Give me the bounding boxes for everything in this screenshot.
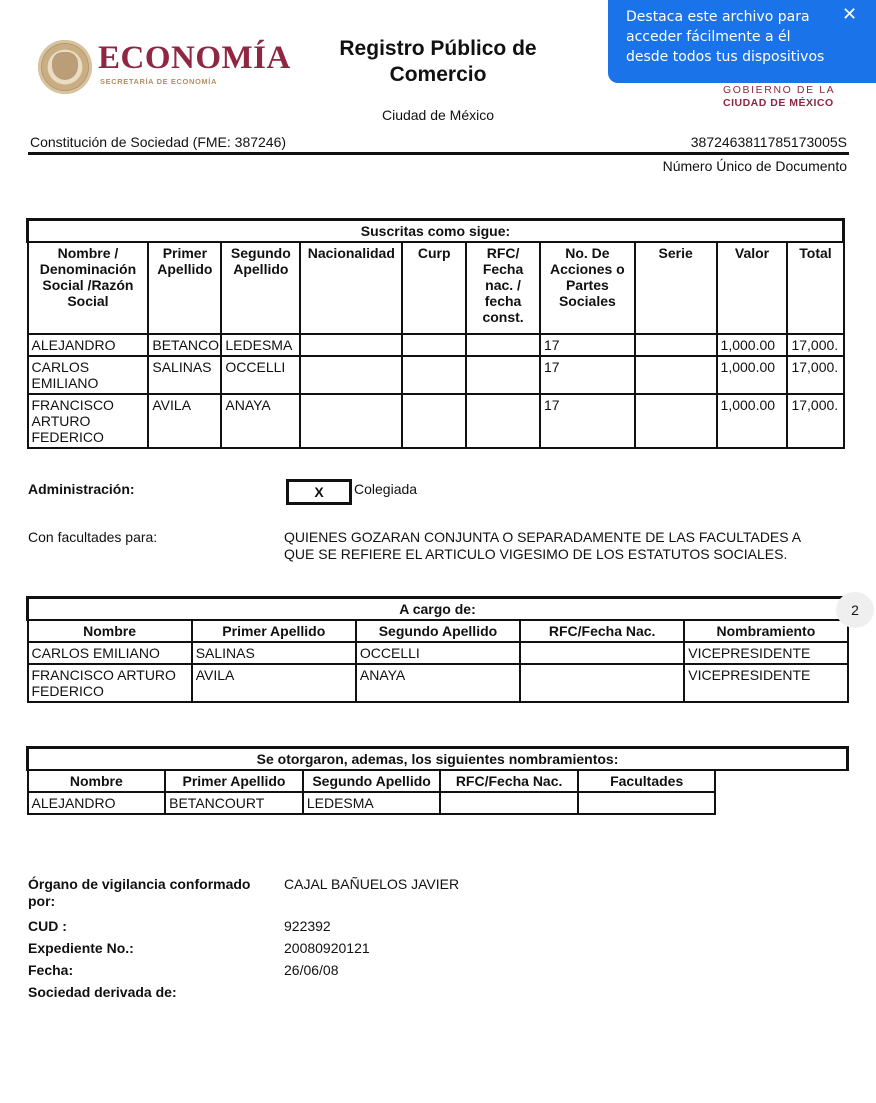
table-header: Nacionalidad <box>300 242 402 334</box>
page-number-badge[interactable]: 2 <box>836 592 874 628</box>
table-cell <box>402 356 466 394</box>
table-cell <box>402 334 466 356</box>
table-header: Segundo Apellido <box>356 620 520 642</box>
cud-value: 922392 <box>284 918 331 934</box>
document-title <box>300 36 576 88</box>
table-header: Facultades <box>578 770 716 792</box>
table-row <box>28 356 844 394</box>
table-row <box>28 334 844 356</box>
table-cell: LEDESMA <box>221 334 300 356</box>
close-icon[interactable]: ✕ <box>842 4 858 25</box>
table-header: Serie <box>635 242 717 334</box>
table-cell: 17 <box>540 394 635 448</box>
title-line-1: Registro Público de <box>339 37 537 60</box>
nombramientos-header-row <box>28 770 848 792</box>
divider <box>28 152 849 155</box>
table-cell: VICEPRESIDENTE <box>684 664 847 702</box>
table-row <box>28 664 848 702</box>
sociedad-derivada-label: Sociedad derivada de: <box>28 984 177 1000</box>
table-cell <box>466 356 540 394</box>
colegiada-checkbox: X <box>286 479 352 505</box>
table-row <box>28 792 848 814</box>
title-line-2: Comercio <box>389 63 487 86</box>
fecha-label: Fecha: <box>28 962 74 978</box>
table-header: Nombramiento <box>684 620 847 642</box>
suscritas-caption: Suscritas como sigue: <box>28 220 844 243</box>
brand-subtitle: SECRETARÍA DE ECONOMÍA <box>100 77 217 86</box>
table-header: Curp <box>402 242 466 334</box>
table-cell: ALEJANDRO <box>28 334 149 356</box>
expediente-label: Expediente No.: <box>28 940 134 956</box>
cargo-table <box>26 596 849 703</box>
cargo-header-row <box>28 620 848 642</box>
table-cell: OCCELLI <box>356 642 520 664</box>
cargo-caption: A cargo de: <box>28 598 848 621</box>
table-cell: BETANCO <box>148 334 221 356</box>
gov-logo-line-1: GOBIERNO DE LA <box>723 84 836 96</box>
table-cell: FRANCISCO ARTURO FEDERICO <box>28 394 149 448</box>
table-cell: 17,000. <box>787 394 843 448</box>
table-cell: 17,000. <box>787 334 843 356</box>
table-cell: SALINAS <box>192 642 356 664</box>
table-row <box>28 642 848 664</box>
brand-name: ECONOMÍA <box>98 40 291 76</box>
table-cell <box>300 394 402 448</box>
table-header: RFC/Fecha Nac. <box>520 620 684 642</box>
table-cell: 1,000.00 <box>717 356 788 394</box>
organo-value: CAJAL BAÑUELOS JAVIER <box>284 876 460 892</box>
economia-seal-logo <box>38 40 92 94</box>
document-number-label: Número Único de Documento <box>662 158 847 174</box>
table-cell: ANAYA <box>356 664 520 702</box>
table-header: Valor <box>717 242 788 334</box>
table-header: No. De Acciones o Partes Sociales <box>540 242 635 334</box>
table-cell: AVILA <box>192 664 356 702</box>
fecha-value: 26/06/08 <box>284 962 339 978</box>
table-header: Primer Apellido <box>148 242 221 334</box>
table-cell: CARLOS EMILIANO <box>28 356 149 394</box>
empty-cell <box>715 770 847 792</box>
expediente-value: 20080920121 <box>284 940 370 956</box>
nombramientos-caption: Se otorgaron, ademas, los siguientes nombramientos: <box>28 748 848 771</box>
cud-label: CUD : <box>28 918 67 934</box>
table-header: Segundo Apellido <box>221 242 300 334</box>
table-header: Nombre <box>28 620 192 642</box>
gov-logo-line-2: CIUDAD DE MÉXICO <box>723 97 834 109</box>
table-cell <box>635 356 717 394</box>
table-header: Primer Apellido <box>165 770 303 792</box>
table-cell <box>466 334 540 356</box>
table-row <box>28 394 844 448</box>
table-cell: ALEJANDRO <box>28 792 166 814</box>
suscritas-table <box>26 218 845 449</box>
table-cell <box>402 394 466 448</box>
table-cell <box>635 334 717 356</box>
table-cell: SALINAS <box>148 356 221 394</box>
table-header: Nombre <box>28 770 166 792</box>
table-cell: BETANCOURT <box>165 792 303 814</box>
document-number: 3872463811785173005S <box>690 134 847 150</box>
table-cell <box>520 642 684 664</box>
table-cell: AVILA <box>148 394 221 448</box>
table-header: Total <box>787 242 843 334</box>
table-cell <box>440 792 578 814</box>
table-cell <box>466 394 540 448</box>
city: Ciudad de México <box>381 107 495 123</box>
table-cell: FRANCISCO ARTURO FEDERICO <box>28 664 192 702</box>
facultades-text: QUIENES GOZARAN CONJUNTA O SEPARADAMENTE DE LAS FACULTADES A QUE SE REFIERE EL ARTICULO VIGESIMO DE LOS ESTATUTOS SOCIALES. <box>284 529 801 562</box>
table-cell: OCCELLI <box>221 356 300 394</box>
table-cell <box>520 664 684 702</box>
table-cell: 17,000. <box>787 356 843 394</box>
table-cell: 1,000.00 <box>717 394 788 448</box>
table-cell: VICEPRESIDENTE <box>684 642 847 664</box>
organo-label: Órgano de vigilancia conformado por: <box>28 876 251 909</box>
toast-message[interactable]: Destaca este archivo para acceder fácilmente a él desde todos tus dispositivos <box>626 9 825 65</box>
table-header: Segundo Apellido <box>303 770 441 792</box>
empty-cell <box>715 792 847 814</box>
table-header: RFC/Fecha Nac. <box>440 770 578 792</box>
table-cell: 1,000.00 <box>717 334 788 356</box>
nombramientos-table <box>26 746 849 815</box>
colegiada-label: Colegiada <box>354 481 418 497</box>
table-cell <box>300 356 402 394</box>
constitution-label: Constitución de Sociedad (FME: 387246) <box>30 134 287 150</box>
table-cell <box>300 334 402 356</box>
table-header: Primer Apellido <box>192 620 356 642</box>
table-header: RFC/ Fecha nac. / fecha const. <box>466 242 540 334</box>
suscritas-header-row <box>28 242 844 334</box>
table-cell <box>578 792 716 814</box>
table-cell: 17 <box>540 356 635 394</box>
table-header: Nombre / Denominación Social /Razón Social <box>28 242 149 334</box>
administracion-label: Administración: <box>28 481 135 497</box>
facultades-label: Con facultades para: <box>28 529 158 545</box>
table-cell: 17 <box>540 334 635 356</box>
table-cell: CARLOS EMILIANO <box>28 642 192 664</box>
table-cell: ANAYA <box>221 394 300 448</box>
table-cell: LEDESMA <box>303 792 441 814</box>
table-cell <box>635 394 717 448</box>
